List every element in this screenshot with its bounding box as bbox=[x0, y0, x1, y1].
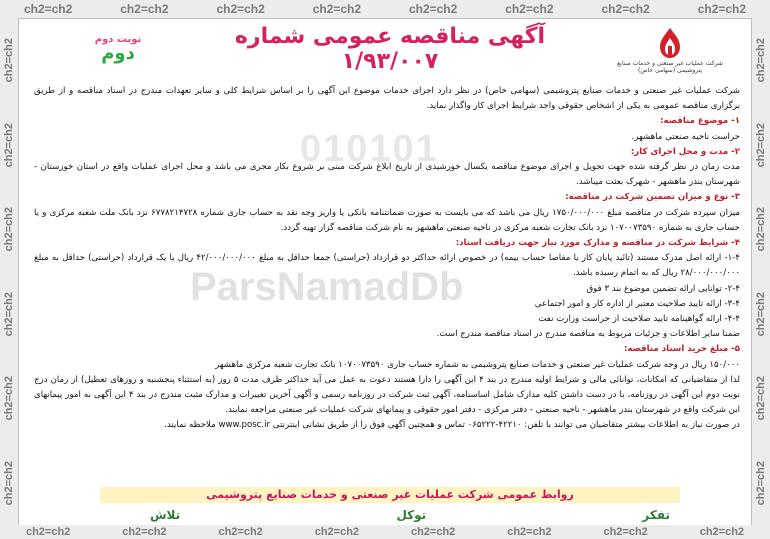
section-4-note: ضمنا سایر اطلاعات و جزئیات مربوط به مناقصه مندرج در اسناد مناقصه مندرج است. bbox=[436, 329, 740, 340]
intro-paragraph: شرکت عملیات غیر صنعتی و خدمات صنایع پتروشیمی (سهامی خاص) در نظر دارد اجرای خدمات موضوع این آگهی را بر اساس شرایط کلی و سایر تعهدات مندرج در اسناد مناقصه و از طریق برگزاری مناقصه عمومی به یکی از اشخاص حقوقی واجد شرایط اجرای کار واگذار نماید. bbox=[34, 86, 740, 112]
petrochemical-logo-icon bbox=[650, 26, 690, 60]
watermark-tag: ch2=ch2 bbox=[3, 38, 15, 83]
watermark-tag: ch2=ch2 bbox=[312, 2, 362, 16]
section-2-title: ۲- مدت و محل اجرای کار: bbox=[630, 146, 740, 157]
section-5-title: ۵- مبلغ خرید اسناد مناقصه: bbox=[623, 344, 740, 355]
watermark-tag: ch2=ch2 bbox=[3, 460, 15, 505]
section-4-item-1: ۱-۴- ارائه اصل مدرک مستند (تائید پایان کار یا مفاصا حساب بیمه) در خصوص ارائه حداکثر دو قرارداد (حراستی) جمعا حداقل به مبلغ ۴۲/۰۰۰/۰۰۰/۰۰۰ ریال یا یک قرارداد (حراستی) حداقل به مبلغ ۲۸/۰۰۰/۰۰۰/۰۰۰ ریال که به اتمام رسیده باشد. bbox=[34, 253, 740, 279]
watermark-tag: ch2=ch2 bbox=[25, 526, 71, 538]
watermark-tag: ch2=ch2 bbox=[3, 122, 15, 167]
watermark-site: ParsNamadDb bbox=[190, 265, 464, 309]
section-4-item-4: ۴-۴- ارائه گواهینامه تایید صلاحیت از حراست وزارت نفت bbox=[538, 314, 740, 325]
watermark-tag: ch2=ch2 bbox=[699, 526, 745, 538]
watermark-tag: ch2=ch2 bbox=[755, 291, 767, 336]
watermark-tag: ch2=ch2 bbox=[755, 376, 767, 421]
watermark-tag: ch2=ch2 bbox=[410, 526, 456, 538]
company-logo bbox=[610, 26, 730, 78]
watermark-strip-right bbox=[751, 18, 770, 525]
watermark-tag: ch2=ch2 bbox=[23, 2, 73, 16]
watermark-tag: ch2=ch2 bbox=[755, 207, 767, 252]
watermark-tag: ch2=ch2 bbox=[601, 2, 650, 16]
round-badge bbox=[88, 34, 148, 74]
watermark-tag: ch2=ch2 bbox=[755, 460, 767, 505]
section-2-text: مدت زمان در نظر گرفته شده جهت تحویل و اجرای موضوع مناقصه یکسال خورشیدی از تاریخ ابلاغ شرکت مبنی بر شروع بکار مجری می باشد و محل اجرای عملیات واقع در استان خوزستان - شهرستان بندر ماهشهر - شهرک بعثت میباشد. bbox=[34, 162, 740, 188]
section-1-title: ۱- موضوع مناقصه: bbox=[660, 116, 740, 127]
watermark-tag: ch2=ch2 bbox=[122, 526, 167, 538]
watermark-tag: ch2=ch2 bbox=[408, 2, 458, 16]
round-mark: دوم bbox=[101, 43, 135, 64]
watermark-tag: ch2=ch2 bbox=[603, 526, 648, 538]
section-4-item-3: ۳-۴- ارائه تایید صلاحیت معتبر از اداره کار و امور اجتماعی bbox=[534, 298, 740, 309]
watermark-tag: ch2=ch2 bbox=[697, 2, 747, 16]
watermark-tag: ch2=ch2 bbox=[3, 291, 15, 336]
page-title: آگهی مناقصه عمومی شماره ۱/۹۳/۰۰۷ bbox=[234, 24, 546, 74]
watermark-tag: ch2=ch2 bbox=[3, 207, 15, 252]
slogan-item: توکل bbox=[396, 508, 427, 522]
logo-caption: شرکت عملیات غیر صنعتی و خدمات صنایع پتروشیمی (سهامی خاص) bbox=[617, 60, 723, 74]
announcement-body bbox=[34, 84, 740, 480]
watermark-tag: ch2=ch2 bbox=[755, 38, 767, 83]
watermark-tag: ch2=ch2 bbox=[314, 526, 360, 538]
section-3-title: ۳- نوع و میزان تضمین شرکت در مناقصه: bbox=[565, 192, 740, 203]
watermark-strip-left bbox=[0, 18, 19, 525]
section-5-text-2: لذا از متقاضیانی که امکانات، توانائی مالی و شرایط اولیه مندرج در بند ۴ این آگهی را دارا هستند دعوت به عمل می آید حداکثر ظرف مدت ۵ روز (به استثناء پنجشنبه و روزهای تعطیل) از زمان درج نوبت دوم این آگهی در روزنامه، با در دست داشتن کلیه مدارک شامل اساسنامه، آگهی ثبت شرکت در روزنامه رسمی و آگهی آخرین تغییرات و مدارک مثبت مندرج در بند ۴ این آگهی به امور پیمانهای این شرکت واقع در شهرستان بندر ماهشهر - ناحیه صنعتی - دفتر مرکزی - دفتر امور حقوقی و پیمانهای شرکت عملیات غیر صنعتی مراجعه نمایند. bbox=[34, 374, 740, 416]
round-label: نوبت دوم bbox=[94, 34, 142, 45]
watermark-tag: ch2=ch2 bbox=[216, 2, 265, 16]
watermark-tag: ch2=ch2 bbox=[120, 2, 169, 16]
public-relations-signature: روابط عمومی شرکت عملیات غیر صنعتی و خدمات صنایع پتروشیمی bbox=[100, 487, 680, 503]
section-1-text: حراست ناحیه صنعتی ماهشهر. bbox=[631, 131, 740, 142]
section-4-title: ۴- شرایط شرکت در مناقصه و مدارک مورد نیاز جهت دریافت اسناد: bbox=[455, 238, 740, 249]
watermark-tag: ch2=ch2 bbox=[3, 376, 15, 421]
section-4-item-2: ۲-۴- توانایی ارائه تضمین موضوع بند ۳ فوق bbox=[586, 283, 740, 294]
slogan-item: تفکر bbox=[642, 508, 670, 522]
contact-paragraph: در صورت نیاز به اطلاعات بیشتر متقاضیان می توانند با تلفن: ۴۲۲۱۰-۰۶۵۲۲۲ تماس و همچنین آگهی فوق را از طریق نشانی اینترنتی www.posc.ir ملاحظه نمایند. bbox=[164, 420, 740, 431]
watermark-code: 010101 bbox=[300, 128, 439, 170]
watermark-tag: ch2=ch2 bbox=[507, 526, 552, 538]
watermark-tag: ch2=ch2 bbox=[755, 122, 767, 167]
slogan-item: تلاش bbox=[150, 508, 181, 522]
watermark-strip-bottom bbox=[0, 525, 770, 539]
section-5-text: ۱۵۰/۰۰۰ ریال در وجه شرکت عملیات غیر صنعتی و خدمات صنایع پتروشیمی به شماره حساب جاری ۱۰۷۰۰۷۳۵۹۰ بانک تجارت شعبه مرکزی ماهشهر bbox=[215, 359, 740, 370]
section-3-text: میزان سپرده شرکت در مناقصه مبلغ ۱۷۵۰/۰۰۰/۰۰۰ ریال می باشد که می بایست به صورت ضمانتنامه بانکی یا واریز وجه نقد به حساب جاری شماره ۶۷۷۸۲۱۴۷۲۸ نزد بانک ملت شعبه مرکزی و یا حساب جاری به شماره ۱۰۷۰۰۷۳۵۹۰ نزد بانک تجارت شعبه مرکزی در ناحیه صنعتی ماهشهر به نام شرکت مناقصه گزار تهیه گردد. bbox=[34, 207, 740, 233]
slogans-row bbox=[150, 508, 670, 522]
watermark-strip-top bbox=[0, 0, 770, 19]
watermark-tag: ch2=ch2 bbox=[505, 2, 554, 16]
watermark-tag: ch2=ch2 bbox=[218, 526, 263, 538]
